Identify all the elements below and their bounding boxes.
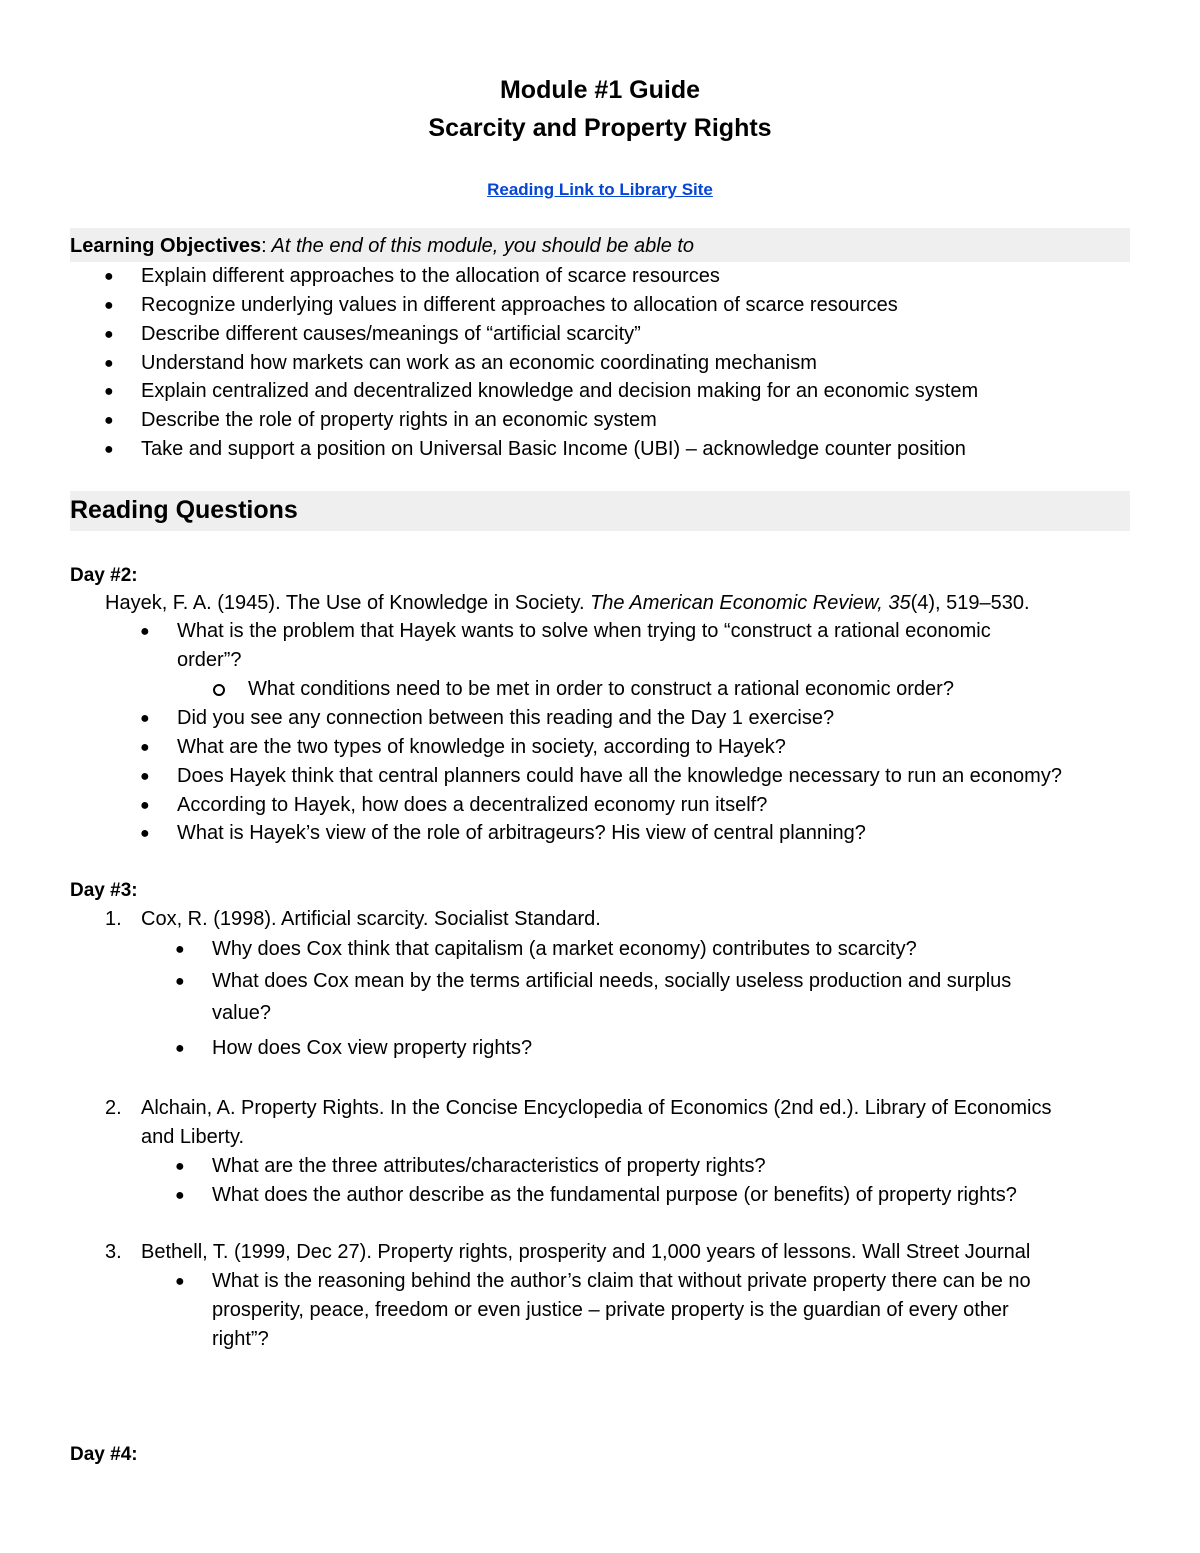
bullet-icon: ● — [104, 441, 114, 458]
bullet-icon: ● — [175, 1273, 185, 1290]
question-item-continued: order”? — [177, 649, 242, 671]
reading-citation-continued: and Liberty. — [141, 1126, 245, 1148]
question-item-continued: prosperity, peace, freedom or even justice – private property is the guardian of every other — [212, 1299, 1009, 1321]
bullet-icon: ● — [140, 768, 150, 785]
question-item: How does Cox view property rights? — [212, 1037, 533, 1059]
bullet-icon: ● — [140, 710, 150, 727]
reading-number: 3. — [105, 1241, 122, 1263]
reading-citation: Bethell, T. (1999, Dec 27). Property rights, prosperity and 1,000 years of lessons. Wall Street Journal — [141, 1241, 1031, 1263]
objective-item: Explain centralized and decentralized knowledge and decision making for an economic system — [141, 380, 979, 402]
question-item: What is the problem that Hayek wants to solve when trying to “construct a rational economic — [177, 620, 991, 642]
question-item: What does the author describe as the fundamental purpose (or benefits) of property rights? — [212, 1184, 1017, 1206]
bullet-icon: ● — [104, 297, 114, 314]
bullet-icon: ● — [175, 941, 185, 958]
bullet-icon: ● — [104, 383, 114, 400]
citation-authors: Hayek, F. A. (1945). The Use of Knowledge in Society. — [105, 592, 591, 614]
question-item: Why does Cox think that capitalism (a market economy) contributes to scarcity? — [212, 938, 917, 960]
question-item: What are the three attributes/characteristics of property rights? — [212, 1155, 766, 1177]
bullet-icon: ● — [104, 268, 114, 285]
bullet-icon: ● — [104, 355, 114, 372]
reading-questions-heading: Reading Questions — [70, 496, 298, 524]
reading-link[interactable]: Reading Link to Library Site — [487, 180, 713, 199]
citation-journal: The American Economic Review, 35 — [590, 592, 911, 614]
reading-number: 1. — [105, 908, 122, 930]
objective-item: Take and support a position on Universal Basic Income (UBI) – acknowledge counter position — [141, 438, 966, 460]
bullet-icon: ● — [140, 739, 150, 756]
question-item: Does Hayek think that central planners could have all the knowledge necessary to run an economy? — [177, 765, 1062, 787]
day2-citation — [105, 592, 1030, 615]
module-subtitle: Scarcity and Property Rights — [428, 114, 772, 142]
sub-question-item: What conditions need to be met in order to construct a rational economic order? — [248, 678, 954, 700]
objective-item: Explain different approaches to the allocation of scarce resources — [141, 265, 720, 287]
bullet-icon: ● — [175, 973, 185, 990]
question-item: According to Hayek, how does a decentralized economy run itself? — [177, 794, 768, 816]
question-item: Did you see any connection between this reading and the Day 1 exercise? — [177, 707, 835, 729]
bullet-icon: ● — [104, 326, 114, 343]
question-item: What is Hayek’s view of the role of arbitrageurs? His view of central planning? — [177, 822, 866, 844]
sub-bullet-icon — [213, 684, 225, 696]
bullet-icon: ● — [140, 623, 150, 640]
question-item: What does Cox mean by the terms artificial needs, socially useless production and surplus — [212, 970, 1012, 992]
bullet-icon: ● — [175, 1187, 185, 1204]
day3-label: Day #3: — [70, 880, 138, 901]
day4-label: Day #4: — [70, 1444, 138, 1465]
question-item: What are the two types of knowledge in society, according to Hayek? — [177, 736, 786, 758]
objective-item: Describe different causes/meanings of “artificial scarcity” — [141, 323, 641, 345]
objective-item: Understand how markets can work as an economic coordinating mechanism — [141, 352, 817, 374]
bullet-icon: ● — [140, 797, 150, 814]
objectives-colon: : — [261, 235, 267, 257]
objectives-label: Learning Objectives — [70, 235, 262, 257]
reading-number: 2. — [105, 1097, 122, 1119]
objectives-heading — [70, 235, 694, 258]
citation-issue: (4), 519–530. — [910, 592, 1030, 614]
bullet-icon: ● — [175, 1040, 185, 1057]
bullet-icon: ● — [140, 825, 150, 842]
question-item-continued: value? — [212, 1002, 271, 1024]
objective-item: Recognize underlying values in different approaches to allocation of scarce resources — [141, 294, 898, 316]
question-item: What is the reasoning behind the author’s claim that without private property there can be no — [212, 1270, 1031, 1292]
bullet-icon: ● — [104, 412, 114, 429]
bullet-icon: ● — [175, 1158, 185, 1175]
module-title: Module #1 Guide — [499, 76, 701, 104]
objective-item: Describe the role of property rights in an economic system — [141, 409, 657, 431]
day2-label: Day #2: — [70, 565, 138, 586]
objectives-intro: At the end of this module, you should be able to — [266, 235, 695, 257]
question-item-continued: right”? — [212, 1328, 269, 1350]
reading-citation: Alchain, A. Property Rights. In the Concise Encyclopedia of Economics (2nd ed.). Library of Economics — [141, 1097, 1052, 1119]
reading-citation: Cox, R. (1998). Artificial scarcity. Socialist Standard. — [141, 908, 601, 930]
